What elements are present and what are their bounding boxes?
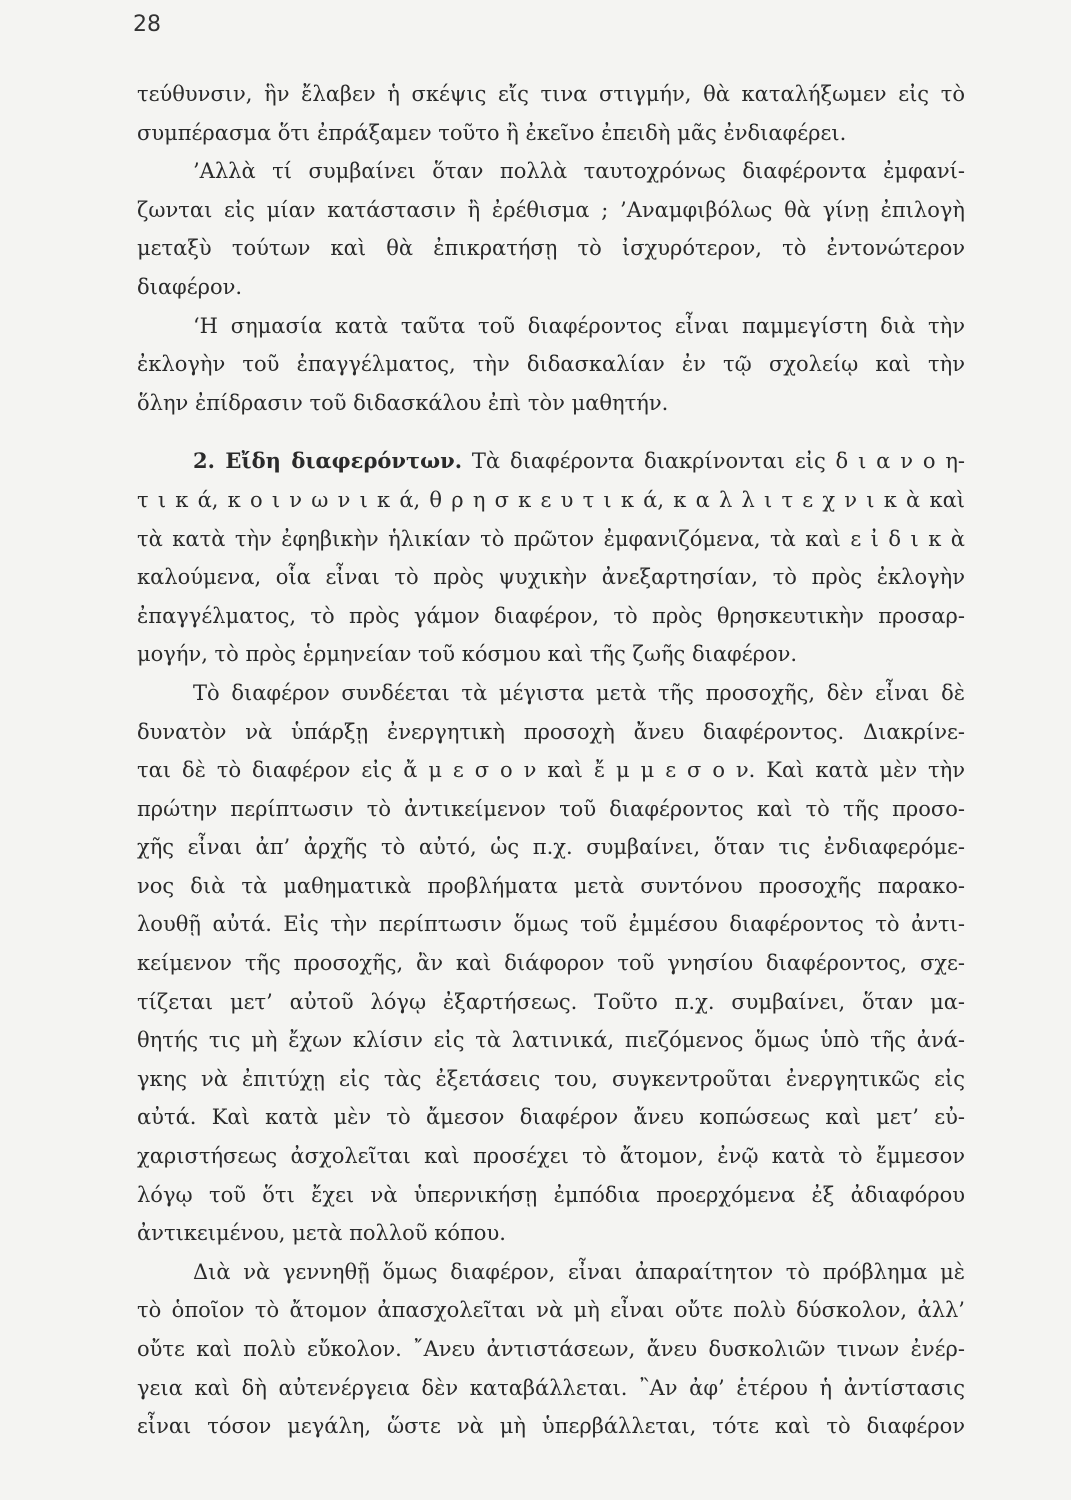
text-line: λουθῇ αὐτά. Εἰς τὴν περίπτωσιν ὅμως τοῦ ἐμμέσου διαφέροντος τὸ ἀντι- xyxy=(137,912,965,937)
paragraph xyxy=(137,75,965,152)
text-line: εἶναι τόσον μεγάλη, ὥστε νὰ μὴ ὑπερβάλλεται, τότε καὶ τὸ διαφέρον xyxy=(137,1414,965,1439)
text-line: ται δὲ τὸ διαφέρον εἰς ἄ μ ε σ ο ν καὶ ἔ μ μ ε σ ο ν. Καὶ κατὰ μὲν τὴν xyxy=(137,758,965,783)
text-line: αὐτά. Καὶ κατὰ μὲν τὸ ἄμεσον διαφέρον ἄνευ κοπώσεως καὶ μετ’ εὐ- xyxy=(137,1105,965,1130)
text-line: ’Αλλὰ τί συμβαίνει ὅταν πολλὰ ταυτοχρόνως διαφέροντα ἐμφανί- xyxy=(193,159,965,184)
paragraph xyxy=(137,1253,965,1446)
text-line: μεταξὺ τούτων καὶ θὰ ἐπικρατήσῃ τὸ ἰσχυρότερον, τὸ ἐντονώτερον xyxy=(137,236,965,261)
text-line: τ ι κ ά, κ ο ι ν ω ν ι κ ά, θ ρ η σ κ ε υ τ ι κ ά, κ α λ λ ι τ ε χ ν ι κ ὰ καὶ xyxy=(137,487,965,512)
text-line: καλούμενα, οἷα εἶναι τὸ πρὸς ψυχικὴν ἀνεξαρτησίαν, τὸ πρὸς ἐκλογὴν xyxy=(137,565,965,590)
text-line: γεια καὶ δὴ αὐτενέργεια δὲν καταβάλλεται. ῍Αν ἀφ’ ἑτέρου ἡ ἀντίστασις xyxy=(137,1375,965,1400)
text-line: συμπέρασμα ὅτι ἐπράξαμεν τοῦτο ἢ ἐκεῖνο ἐπειδὴ μᾶς ἐνδιαφέρει. xyxy=(137,120,847,145)
section-heading: 2. Εἴδη διαφερόντων. xyxy=(193,448,463,474)
text-line: πρώτην περίπτωσιν τὸ ἀντικείμενον τοῦ διαφέροντος καὶ τὸ τῆς προσο- xyxy=(137,796,965,821)
text-run: Τὰ διαφέροντα διακρίνονται εἰς δ ι α ν ο η- xyxy=(471,449,965,474)
text-line: Διὰ νὰ γεννηθῇ ὅμως διαφέρον, εἶναι ἀπαραίτητον τὸ πρόβλημα μὲ xyxy=(193,1259,965,1284)
text-line: τεύθυνσιν, ἣν ἔλαβεν ἡ σκέψις εἴς τινα στιγμήν, θὰ καταλήξωμεν εἰς τὸ xyxy=(137,82,965,106)
text-line xyxy=(137,442,965,481)
text-line: τίζεται μετ’ αὐτοῦ λόγῳ ἐξαρτήσεως. Τοῦτο π.χ. συμβαίνει, ὅταν μα- xyxy=(137,989,965,1014)
text-line: γκης νὰ ἐπιτύχῃ εἰς τὰς ἐξετάσεις του, συγκεντροῦται ἐνεργητικῶς εἰς xyxy=(137,1066,965,1091)
text-line: ἐκλογὴν τοῦ ἐπαγγέλματος, τὴν διδασκαλίαν ἐν τῷ σχολείῳ καὶ τὴν xyxy=(137,352,965,377)
text-line: ‘Η σημασία κατὰ ταῦτα τοῦ διαφέροντος εἶναι παμμεγίστη διὰ τὴν xyxy=(193,313,965,338)
text-line: κείμενον τῆς προσοχῆς, ἂν καὶ διάφορον τοῦ γνησίου διαφέροντος, σχε- xyxy=(137,951,965,976)
text-line: θητής τις μὴ ἔχων κλίσιν εἰς τὰ λατινικά, πιεζόμενος ὅμως ὑπὸ τῆς ἀνά- xyxy=(137,1028,965,1053)
text-line: ἀντικειμένου, μετὰ πολλοῦ κόπου. xyxy=(137,1221,506,1246)
text-line: οὔτε καὶ πολὺ εὔκολον. ῎Ανευ ἀντιστάσεων, ἄνευ δυσκολιῶν τινων ἐνέρ- xyxy=(137,1337,965,1361)
text-line: λόγῳ τοῦ ὅτι ἔχει νὰ ὑπερνικήσῃ ἐμπόδια προερχόμενα ἐξ ἀδιαφόρου xyxy=(137,1182,965,1207)
text-line: διαφέρον. xyxy=(137,274,243,299)
text-line: δυνατὸν νὰ ὑπάρξῃ ἐνεργητικὴ προσοχὴ ἄνευ διαφέροντος. Διακρίνε- xyxy=(137,719,965,744)
paragraph xyxy=(137,152,965,306)
text-line: τὰ κατὰ τὴν ἐφηβικὴν ἡλικίαν τὸ πρῶτον ἐμφανιζόμενα, τὰ καὶ ε ἰ δ ι κ ὰ xyxy=(137,526,965,551)
text-line: ἐπαγγέλματος, τὸ πρὸς γάμον διαφέρον, τὸ πρὸς θρησκευτικὴν προσαρ- xyxy=(137,603,965,628)
text-line: ζωνται εἰς μίαν κατάστασιν ἢ ἐρέθισμα ; ’Αναμφιβόλως θὰ γίνῃ ἐπιλογὴ xyxy=(137,197,965,222)
text-line: χαριστήσεως ἀσχολεῖται καὶ προσέχει τὸ ἄτομον, ἐνῷ κατὰ τὸ ἔμμεσον xyxy=(137,1144,965,1169)
section-paragraph xyxy=(137,442,965,674)
body-text xyxy=(137,75,965,1446)
paragraph xyxy=(137,307,965,423)
text-line: τὸ ὁποῖον τὸ ἄτομον ἀπασχολεῖται νὰ μὴ εἶναι οὔτε πολὺ δύσκολον, ἀλλ’ xyxy=(137,1298,965,1323)
text-line: ὅλην ἐπίδρασιν τοῦ διδασκάλου ἐπὶ τὸν μαθητήν. xyxy=(137,390,669,415)
text-line: Τὸ διαφέρον συνδέεται τὰ μέγιστα μετὰ τῆς προσοχῆς, δὲν εἶναι δὲ xyxy=(193,680,965,705)
text-line: μογήν, τὸ πρὸς ἑρμηνείαν τοῦ κόσμου καὶ τῆς ζωῆς διαφέρον. xyxy=(137,642,798,667)
section-gap xyxy=(137,422,965,442)
paragraph xyxy=(137,674,965,1253)
text-line: νος διὰ τὰ μαθηματικὰ προβλήματα μετὰ συντόνου προσοχῆς παρακο- xyxy=(137,873,965,898)
page-number: 28 xyxy=(133,12,161,37)
text-line: χῆς εἶναι ἀπ’ ἀρχῆς τὸ αὐτό, ὡς π.χ. συμβαίνει, ὅταν τις ἐνδιαφερόμε- xyxy=(137,835,965,860)
